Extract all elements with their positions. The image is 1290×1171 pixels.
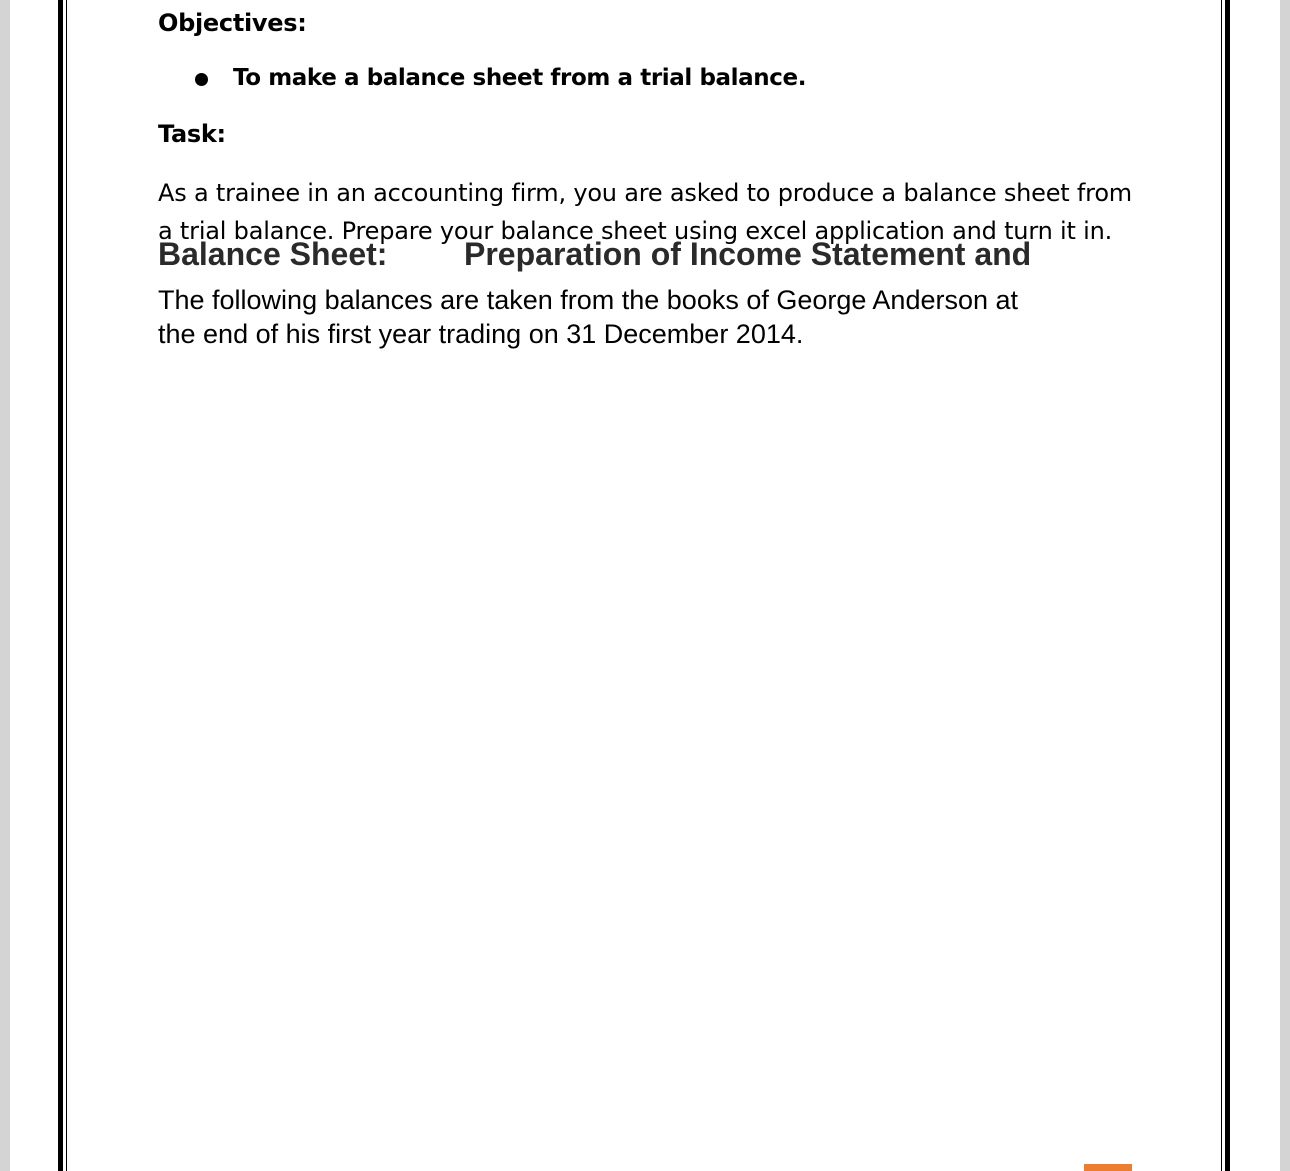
- viewer-gutter-right: [1280, 0, 1290, 1171]
- viewer-gutter-left: [0, 0, 10, 1171]
- page-border-right-outer: [1225, 0, 1230, 1171]
- page-corner-marker: [1084, 1164, 1132, 1171]
- objective-text: To make a balance sheet from a trial balance.: [233, 65, 807, 91]
- task-line: a trial balance. Prepare your balance sheet using excel application and turn it in.: [158, 217, 1113, 245]
- section-title-preparation: Preparation of Income Statement and: [464, 236, 1032, 272]
- objectives-heading: Objectives:: [158, 9, 307, 37]
- section-title-balance-sheet: Balance Sheet:: [158, 236, 388, 272]
- page-border-left-inner: [66, 0, 67, 1171]
- intro-line: the end of his first year trading on 31 December 2014.: [158, 319, 804, 349]
- document-page: [10, 0, 1280, 1171]
- task-heading: Task:: [158, 120, 226, 148]
- bullet-icon: [195, 73, 208, 86]
- intro-line: The following balances are taken from the books of George Anderson at: [158, 285, 1019, 315]
- intro-paragraph: [158, 283, 1138, 351]
- page-border-left-outer: [58, 0, 63, 1171]
- page-border-right-inner: [1221, 0, 1222, 1171]
- task-line: As a trainee in an accounting firm, you are asked to produce a balance sheet from: [158, 179, 1132, 207]
